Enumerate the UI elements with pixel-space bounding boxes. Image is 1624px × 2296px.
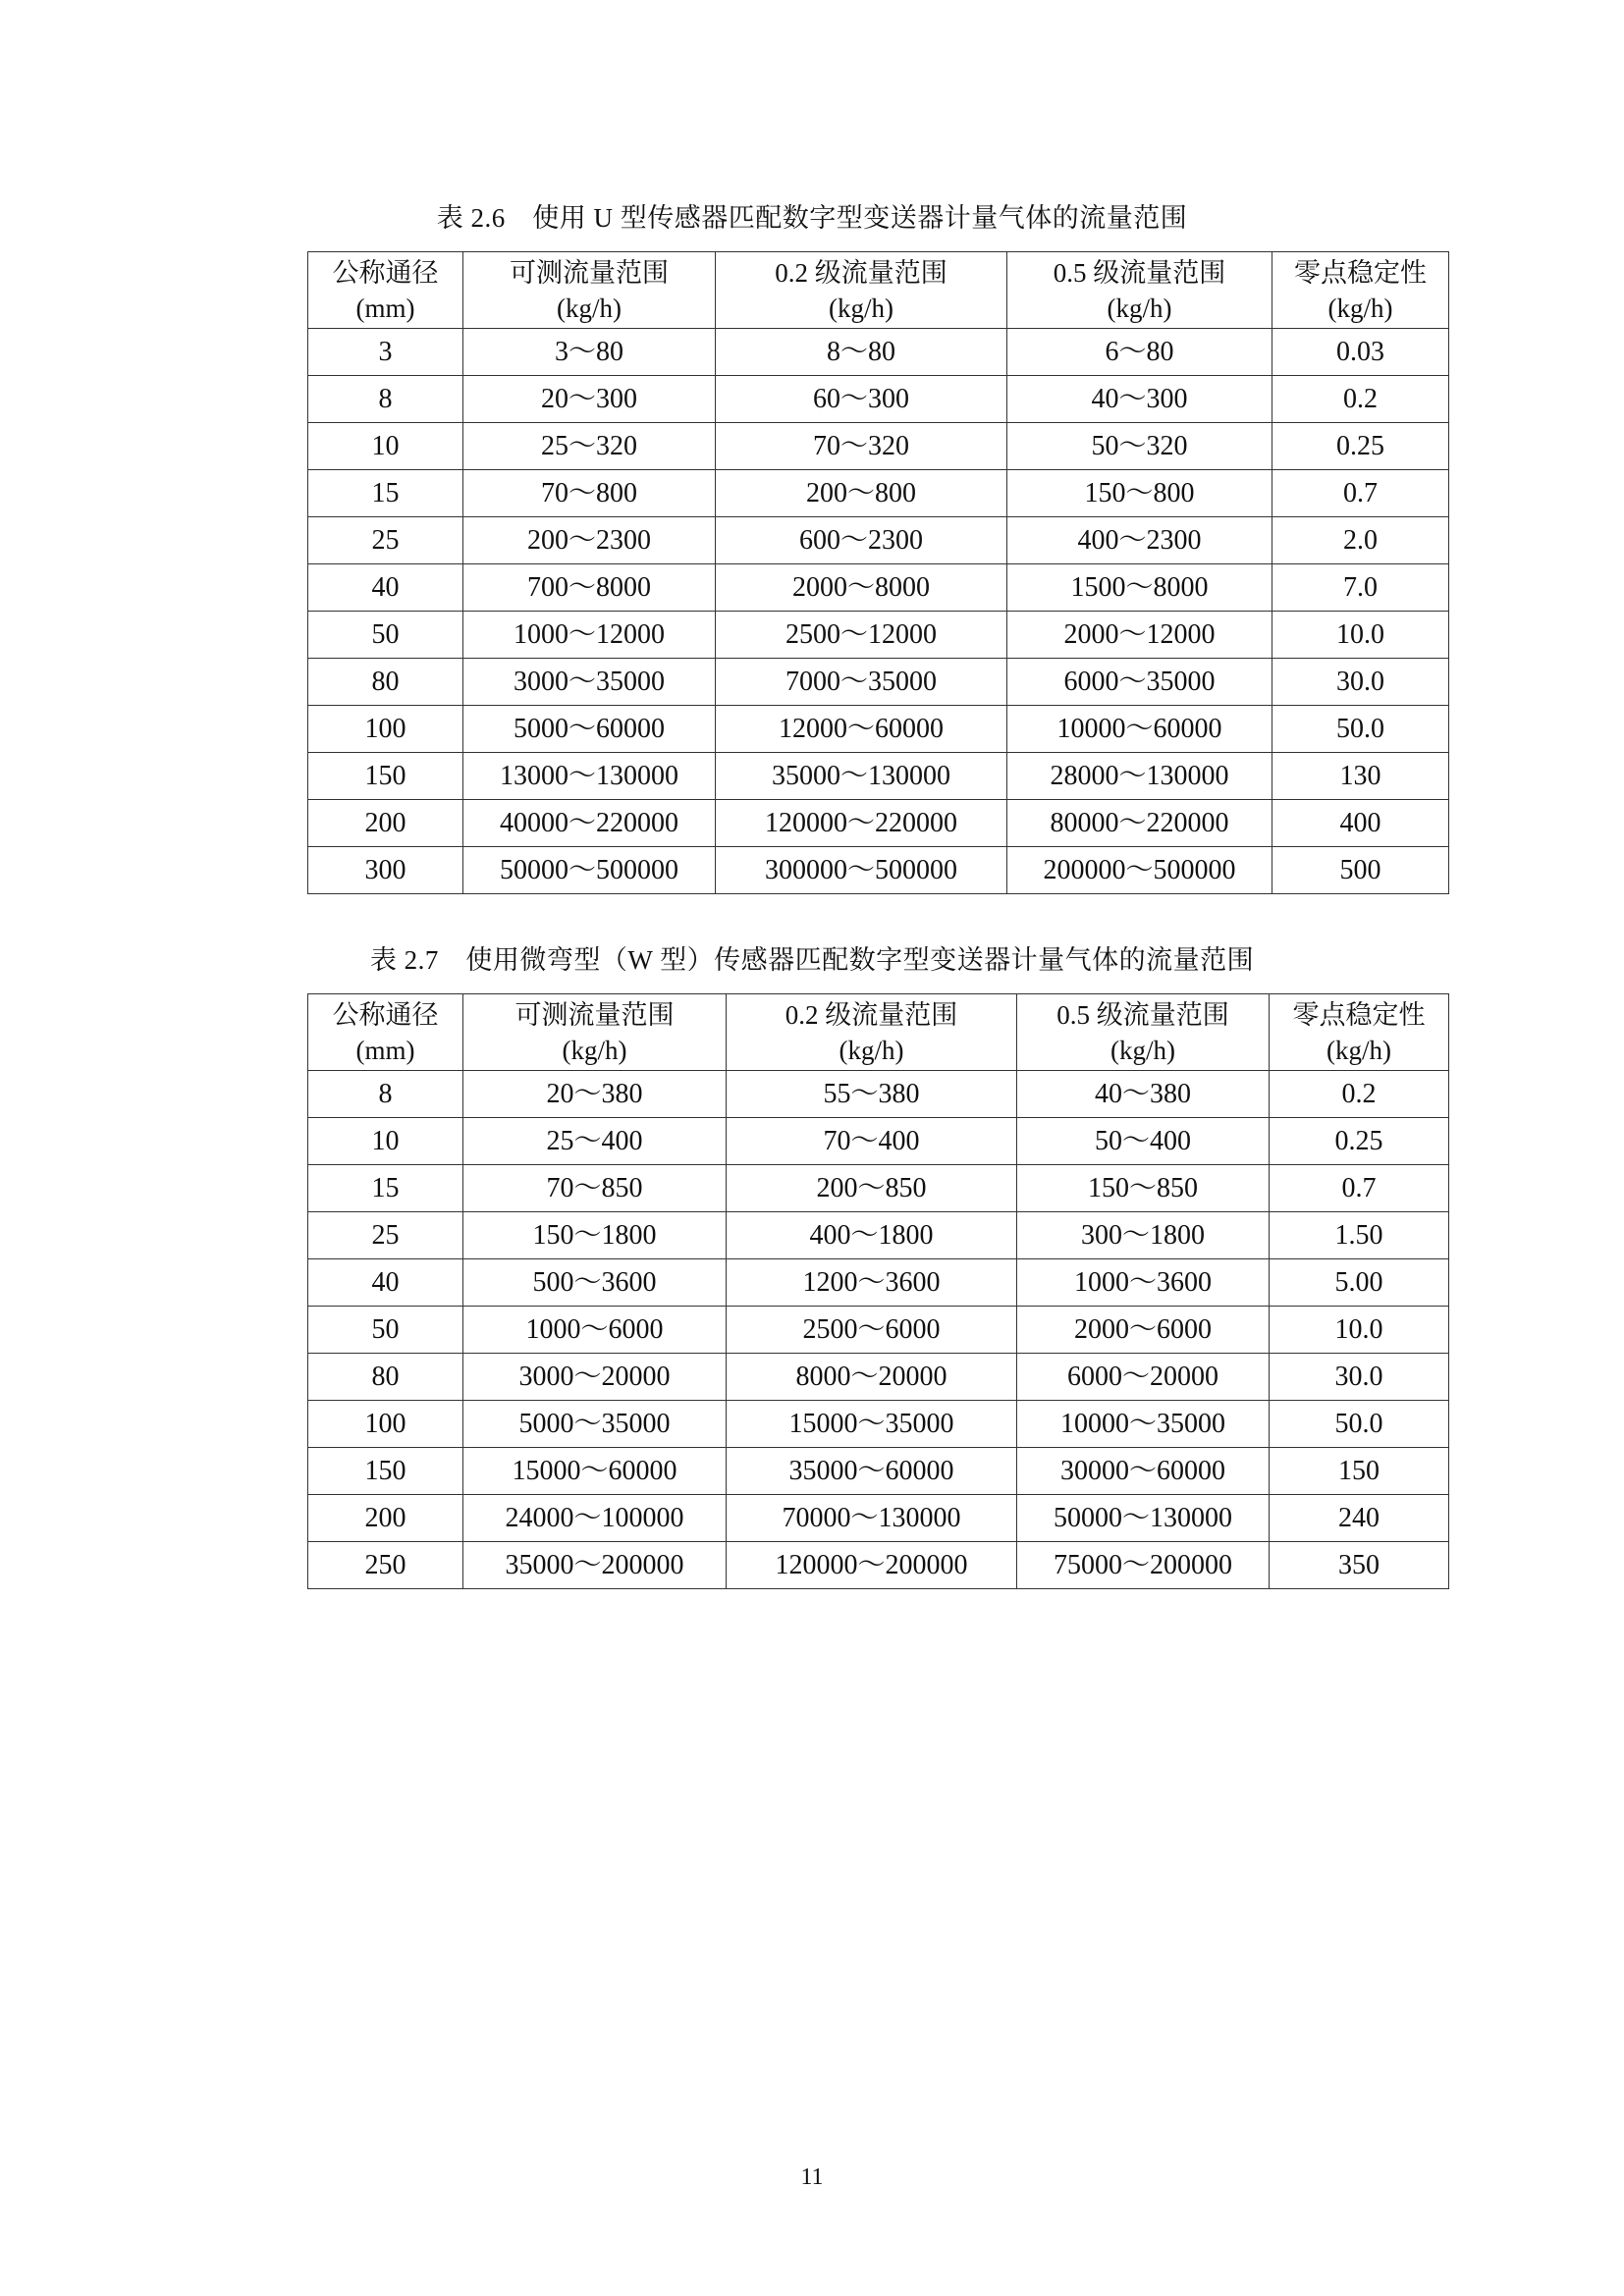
cell-zero-stability: 350 — [1270, 1542, 1449, 1589]
cell-measurable-range: 24000～100000 — [463, 1495, 727, 1542]
table-row — [308, 1071, 1449, 1118]
page-number: 11 — [800, 2164, 824, 2190]
table-row — [308, 1165, 1449, 1212]
cell-class-0-5-range: 6～80 — [1007, 329, 1272, 376]
cell-class-0-5-range: 1000～3600 — [1017, 1259, 1270, 1307]
cell-measurable-range: 5000～60000 — [463, 706, 716, 753]
cell-zero-stability: 50.0 — [1272, 706, 1449, 753]
table-row — [308, 706, 1449, 753]
cell-class-0-2-range: 60～300 — [716, 376, 1007, 423]
cell-class-0-5-range: 200000～500000 — [1007, 847, 1272, 894]
header-zero-stability: 零点稳定性 (kg/h) — [1272, 252, 1449, 329]
cell-measurable-range: 700～8000 — [463, 564, 716, 612]
table-row — [308, 376, 1449, 423]
cell-class-0-2-range: 70000～130000 — [727, 1495, 1017, 1542]
table-header-row — [308, 252, 1449, 329]
cell-zero-stability: 0.25 — [1272, 423, 1449, 470]
cell-class-0-5-range: 2000～12000 — [1007, 612, 1272, 659]
cell-zero-stability: 130 — [1272, 753, 1449, 800]
cell-class-0-2-range: 35000～60000 — [727, 1448, 1017, 1495]
cell-zero-stability: 1.50 — [1270, 1212, 1449, 1259]
cell-measurable-range: 25～320 — [463, 423, 716, 470]
cell-class-0-2-range: 2500～12000 — [716, 612, 1007, 659]
cell-measurable-range: 20～380 — [463, 1071, 727, 1118]
cell-zero-stability: 30.0 — [1272, 659, 1449, 706]
cell-nominal-diameter: 100 — [308, 1401, 463, 1448]
cell-zero-stability: 2.0 — [1272, 517, 1449, 564]
cell-nominal-diameter: 40 — [308, 564, 463, 612]
cell-class-0-5-range: 28000～130000 — [1007, 753, 1272, 800]
cell-class-0-5-range: 300～1800 — [1017, 1212, 1270, 1259]
cell-measurable-range: 70～850 — [463, 1165, 727, 1212]
cell-class-0-2-range: 2500～6000 — [727, 1307, 1017, 1354]
cell-class-0-2-range: 7000～35000 — [716, 659, 1007, 706]
header-class-0-5-range: 0.5 级流量范围 (kg/h) — [1007, 252, 1272, 329]
header-zero-stability: 零点稳定性 (kg/h) — [1270, 994, 1449, 1071]
cell-class-0-5-range: 50～400 — [1017, 1118, 1270, 1165]
cell-class-0-5-range: 6000～35000 — [1007, 659, 1272, 706]
table-2-7-caption: 表 2.7 使用微弯型（W 型）传感器匹配数字型变送器计量气体的流量范围 — [369, 945, 1255, 975]
header-class-0-2-range: 0.2 级流量范围 (kg/h) — [716, 252, 1007, 329]
cell-class-0-5-range: 30000～60000 — [1017, 1448, 1270, 1495]
cell-nominal-diameter: 50 — [308, 1307, 463, 1354]
cell-class-0-5-range: 150～800 — [1007, 470, 1272, 517]
cell-class-0-5-range: 2000～6000 — [1017, 1307, 1270, 1354]
cell-nominal-diameter: 250 — [308, 1542, 463, 1589]
cell-zero-stability: 400 — [1272, 800, 1449, 847]
cell-measurable-range: 40000～220000 — [463, 800, 716, 847]
cell-zero-stability: 0.2 — [1270, 1071, 1449, 1118]
cell-nominal-diameter: 25 — [308, 1212, 463, 1259]
cell-zero-stability: 50.0 — [1270, 1401, 1449, 1448]
cell-measurable-range: 1000～6000 — [463, 1307, 727, 1354]
cell-nominal-diameter: 15 — [308, 470, 463, 517]
cell-measurable-range: 13000～130000 — [463, 753, 716, 800]
cell-zero-stability: 0.25 — [1270, 1118, 1449, 1165]
cell-zero-stability: 500 — [1272, 847, 1449, 894]
cell-measurable-range: 5000～35000 — [463, 1401, 727, 1448]
cell-zero-stability: 150 — [1270, 1448, 1449, 1495]
table-row — [308, 564, 1449, 612]
table-row — [308, 612, 1449, 659]
cell-nominal-diameter: 80 — [308, 1354, 463, 1401]
table-row — [308, 800, 1449, 847]
table-2-6-caption: 表 2.6 使用 U 型传感器匹配数字型变送器计量气体的流量范围 — [436, 203, 1188, 233]
cell-class-0-2-range: 70～400 — [727, 1118, 1017, 1165]
cell-measurable-range: 3000～35000 — [463, 659, 716, 706]
cell-class-0-5-range: 75000～200000 — [1017, 1542, 1270, 1589]
cell-zero-stability: 10.0 — [1270, 1307, 1449, 1354]
header-measurable-range: 可测流量范围 (kg/h) — [463, 994, 727, 1071]
table-2-7-body — [308, 1071, 1449, 1589]
table-row — [308, 753, 1449, 800]
cell-class-0-2-range: 35000～130000 — [716, 753, 1007, 800]
cell-nominal-diameter: 25 — [308, 517, 463, 564]
cell-class-0-2-range: 120000～200000 — [727, 1542, 1017, 1589]
cell-measurable-range: 150～1800 — [463, 1212, 727, 1259]
header-nominal-diameter: 公称通径 (mm) — [308, 252, 463, 329]
table-row — [308, 1307, 1449, 1354]
cell-zero-stability: 0.7 — [1272, 470, 1449, 517]
cell-class-0-5-range: 10000～60000 — [1007, 706, 1272, 753]
cell-measurable-range: 20～300 — [463, 376, 716, 423]
cell-class-0-5-range: 50～320 — [1007, 423, 1272, 470]
cell-nominal-diameter: 10 — [308, 423, 463, 470]
cell-class-0-2-range: 55～380 — [727, 1071, 1017, 1118]
cell-nominal-diameter: 300 — [308, 847, 463, 894]
table-2-6 — [307, 251, 1449, 894]
cell-nominal-diameter: 100 — [308, 706, 463, 753]
table-row — [308, 1542, 1449, 1589]
cell-class-0-2-range: 8～80 — [716, 329, 1007, 376]
cell-measurable-range: 50000～500000 — [463, 847, 716, 894]
cell-measurable-range: 15000～60000 — [463, 1448, 727, 1495]
table-row — [308, 1448, 1449, 1495]
cell-class-0-5-range: 80000～220000 — [1007, 800, 1272, 847]
cell-class-0-2-range: 300000～500000 — [716, 847, 1007, 894]
cell-zero-stability: 240 — [1270, 1495, 1449, 1542]
table-row — [308, 1212, 1449, 1259]
cell-measurable-range: 70～800 — [463, 470, 716, 517]
cell-class-0-2-range: 600～2300 — [716, 517, 1007, 564]
cell-class-0-2-range: 400～1800 — [727, 1212, 1017, 1259]
cell-nominal-diameter: 15 — [308, 1165, 463, 1212]
table-row — [308, 1259, 1449, 1307]
cell-nominal-diameter: 200 — [308, 800, 463, 847]
table-row — [308, 470, 1449, 517]
cell-class-0-5-range: 150～850 — [1017, 1165, 1270, 1212]
cell-class-0-2-range: 70～320 — [716, 423, 1007, 470]
table-header-row — [308, 994, 1449, 1071]
cell-class-0-5-range: 40～380 — [1017, 1071, 1270, 1118]
table-2-6-body — [308, 329, 1449, 894]
table-row — [308, 847, 1449, 894]
cell-class-0-2-range: 200～800 — [716, 470, 1007, 517]
cell-class-0-5-range: 10000～35000 — [1017, 1401, 1270, 1448]
cell-class-0-2-range: 15000～35000 — [727, 1401, 1017, 1448]
cell-measurable-range: 500～3600 — [463, 1259, 727, 1307]
cell-zero-stability: 0.03 — [1272, 329, 1449, 376]
cell-measurable-range: 1000～12000 — [463, 612, 716, 659]
cell-nominal-diameter: 80 — [308, 659, 463, 706]
cell-nominal-diameter: 8 — [308, 1071, 463, 1118]
cell-nominal-diameter: 150 — [308, 753, 463, 800]
cell-class-0-2-range: 200～850 — [727, 1165, 1017, 1212]
cell-measurable-range: 25～400 — [463, 1118, 727, 1165]
table-row — [308, 329, 1449, 376]
cell-class-0-5-range: 50000～130000 — [1017, 1495, 1270, 1542]
cell-class-0-2-range: 2000～8000 — [716, 564, 1007, 612]
cell-class-0-5-range: 1500～8000 — [1007, 564, 1272, 612]
header-measurable-range: 可测流量范围 (kg/h) — [463, 252, 716, 329]
cell-class-0-2-range: 1200～3600 — [727, 1259, 1017, 1307]
cell-zero-stability: 0.7 — [1270, 1165, 1449, 1212]
table-row — [308, 1354, 1449, 1401]
cell-zero-stability: 30.0 — [1270, 1354, 1449, 1401]
cell-class-0-2-range: 12000～60000 — [716, 706, 1007, 753]
header-class-0-2-range: 0.2 级流量范围 (kg/h) — [727, 994, 1017, 1071]
table-row — [308, 659, 1449, 706]
cell-measurable-range: 3～80 — [463, 329, 716, 376]
table-row — [308, 1118, 1449, 1165]
cell-measurable-range: 35000～200000 — [463, 1542, 727, 1589]
cell-class-0-5-range: 6000～20000 — [1017, 1354, 1270, 1401]
cell-zero-stability: 0.2 — [1272, 376, 1449, 423]
cell-zero-stability: 10.0 — [1272, 612, 1449, 659]
cell-class-0-2-range: 120000～220000 — [716, 800, 1007, 847]
cell-zero-stability: 5.00 — [1270, 1259, 1449, 1307]
header-class-0-5-range: 0.5 级流量范围 (kg/h) — [1017, 994, 1270, 1071]
cell-nominal-diameter: 50 — [308, 612, 463, 659]
cell-class-0-5-range: 400～2300 — [1007, 517, 1272, 564]
table-row — [308, 517, 1449, 564]
table-row — [308, 1401, 1449, 1448]
cell-nominal-diameter: 3 — [308, 329, 463, 376]
cell-measurable-range: 200～2300 — [463, 517, 716, 564]
cell-nominal-diameter: 200 — [308, 1495, 463, 1542]
cell-nominal-diameter: 150 — [308, 1448, 463, 1495]
cell-nominal-diameter: 8 — [308, 376, 463, 423]
cell-measurable-range: 3000～20000 — [463, 1354, 727, 1401]
header-nominal-diameter: 公称通径 (mm) — [308, 994, 463, 1071]
table-row — [308, 423, 1449, 470]
table-row — [308, 1495, 1449, 1542]
cell-zero-stability: 7.0 — [1272, 564, 1449, 612]
cell-nominal-diameter: 40 — [308, 1259, 463, 1307]
cell-nominal-diameter: 10 — [308, 1118, 463, 1165]
cell-class-0-5-range: 40～300 — [1007, 376, 1272, 423]
cell-class-0-2-range: 8000～20000 — [727, 1354, 1017, 1401]
table-2-7 — [307, 993, 1449, 1589]
